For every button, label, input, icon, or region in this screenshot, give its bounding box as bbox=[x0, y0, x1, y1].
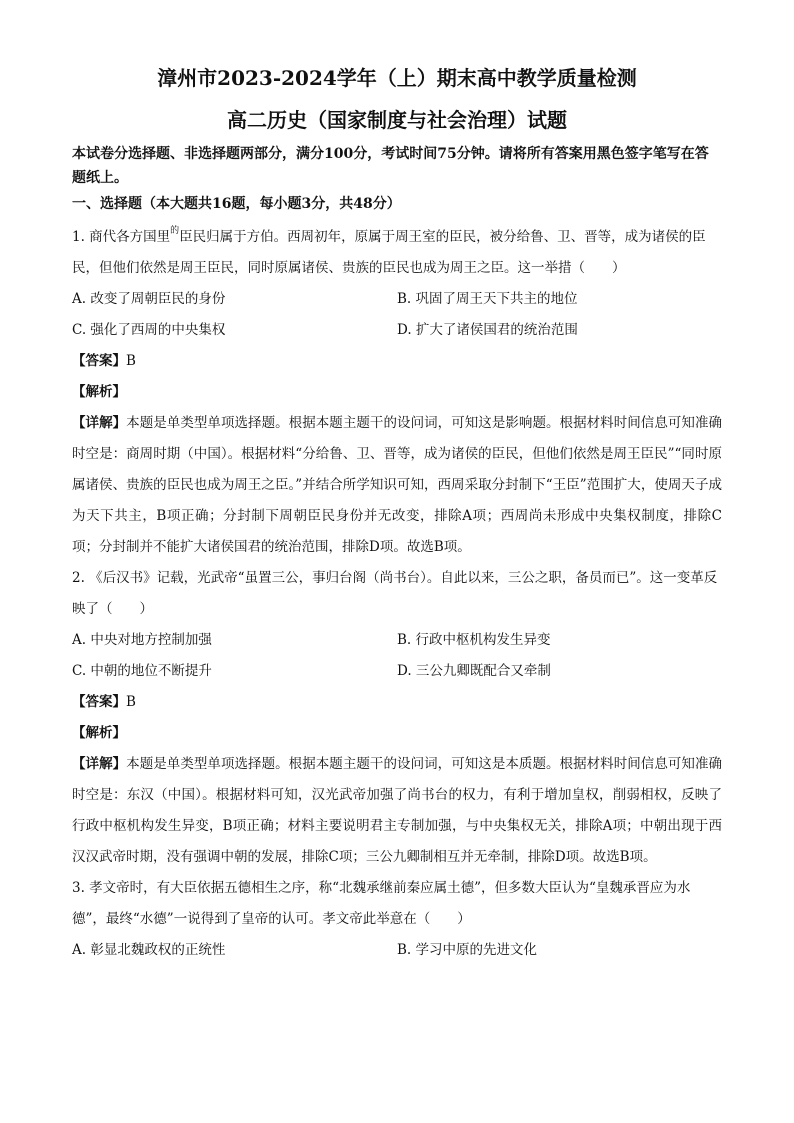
answer-value: B bbox=[126, 694, 136, 710]
analysis-heading: 【解析】 bbox=[72, 725, 126, 741]
question-2-stem: 2. 《后汉书》记载，光武帝“虽置三公，事归台阁（尚书台）。自此以来，三公之职，备员而已”。这一变革反映了（ ） bbox=[72, 570, 718, 617]
option-b: B. 巩固了周王天下共主的地位 bbox=[397, 291, 578, 307]
question-2 bbox=[72, 563, 722, 873]
question-1 bbox=[72, 222, 722, 563]
option-b: B. 行政中枢机构发生异变 bbox=[397, 632, 551, 648]
exam-instructions: 本试卷分选择题、非选择题两部分，满分100分，考试时间75分钟。请将所有答案用黑色签字笔写在答题纸上。 bbox=[72, 146, 709, 186]
option-c: C. 中朝的地位不断提升 bbox=[72, 663, 212, 679]
option-a: A. 彰显北魏政权的正统性 bbox=[72, 942, 226, 958]
exam-title: 漳州市2023-2024学年（上）期末高中教学质量检测 bbox=[157, 66, 637, 90]
exam-subtitle: 高二历史（国家制度与社会治理）试题 bbox=[227, 108, 567, 132]
detail-paragraph: 【详解】本题是单类型单项选择题。根据本题主题干的设问词，可知这是影响题。根据材料时间信息可知准确时空是：商周时期（中国）。根据材料“分给鲁、卫、晋等，成为诸侯的臣民，但他们依然是周王臣民”“同时原属诸侯、贵族的臣民也成为周王之臣。”并结合所学知识可知，西周采取分封制下“王臣”范围扩大，使周天子成为天下共主，B项正确；分封制下周朝臣民身份并无改变，排除A项；西周尚未形成中央集权制度，排除C项；分封制并不能扩大诸侯国君的统治范围，排除D项。故选B项。 bbox=[72, 415, 723, 555]
option-d: D. 三公九卿既配合又牵制 bbox=[397, 663, 551, 679]
option-c: C. 强化了西周的中央集权 bbox=[72, 322, 226, 338]
question-3-options bbox=[72, 935, 722, 966]
detail-paragraph: 【详解】本题是单类型单项选择题。根据本题主题干的设问词，可知这是本质题。根据材料时间信息可知准确时空是：东汉（中国）。根据材料可知，汉光武帝加强了尚书台的权力，有利于增加皇权，削弱相权，反映了行政中枢机构发生异变，B项正确；材料主要说明君主专制加强，与中央集权无关，排除A项；中朝出现于西汉汉武帝时期，没有强调中朝的发展，排除C项；三公九卿制相互并无牵制，排除D项。故选B项。 bbox=[72, 756, 723, 865]
answer-value: B bbox=[126, 353, 136, 369]
question-3 bbox=[72, 873, 722, 966]
question-3-stem: 3. 孝文帝时，有大臣依据五德相生之序，称“北魏承继前秦应属土德”，但多数大臣认为“皇魏承晋应为水德”，最终“水德”一说得到了皇帝的认可。孝文帝此举意在（ ） bbox=[72, 880, 691, 927]
answer-line: 【答案】B bbox=[72, 353, 136, 369]
answer-line: 【答案】B bbox=[72, 694, 136, 710]
question-2-options bbox=[72, 625, 722, 687]
option-d: D. 扩大了诸侯国君的统治范围 bbox=[397, 322, 578, 338]
option-b: B. 学习中原的先进文化 bbox=[397, 942, 538, 958]
section-heading: 一、选择题（本大题共16题，每小题3分，共48分） bbox=[72, 196, 401, 212]
question-1-options bbox=[72, 284, 722, 346]
question-1-stem: 1. 商代各方国里$^的$臣民归属于方伯。西周初年，原属于周王室的臣民，被分给鲁、卫、晋等，成为诸侯的臣民，但他们依然是周王臣民，同时原属诸侯、贵族的臣民也成为周王之臣。这一举措（ ） bbox=[72, 226, 706, 276]
analysis-heading: 【解析】 bbox=[72, 384, 126, 400]
option-a: A. 改变了周朝臣民的身份 bbox=[72, 291, 226, 307]
option-a: A. 中央对地方控制加强 bbox=[72, 632, 212, 648]
superscript-char: 的 bbox=[170, 226, 180, 236]
